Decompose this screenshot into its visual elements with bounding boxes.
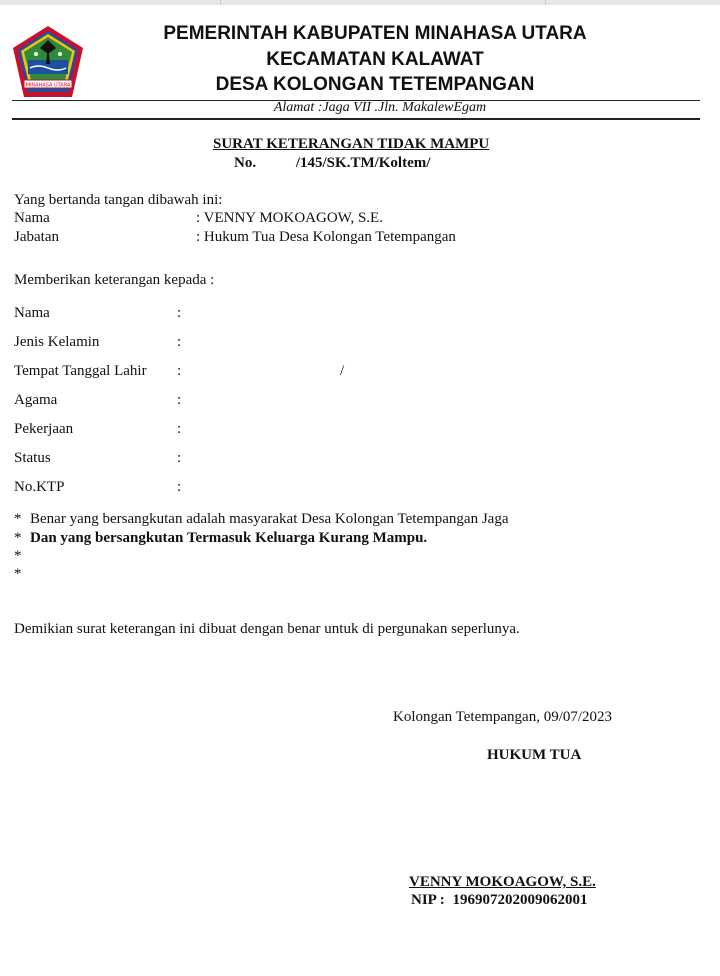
bullet-mark: *	[14, 566, 22, 582]
field-label: Tempat Tanggal Lahir	[14, 363, 147, 379]
birth-separator: /	[340, 363, 345, 379]
field-colon: :	[177, 305, 182, 321]
bullet-text: Dan yang bersangkutan Termasuk Keluarga Kurang Mampu.	[30, 530, 428, 546]
letter-title: SURAT KETERANGAN TIDAK MAMPU	[213, 136, 490, 152]
field-label: Nama	[14, 305, 50, 321]
bullet-mark: *	[14, 530, 22, 546]
letter-number-value: /145/SK.TM/Koltem/	[295, 155, 431, 171]
letter-number	[234, 155, 430, 172]
field-colon: :	[177, 334, 182, 350]
field-label: Status	[14, 450, 51, 466]
bullet-mark: *	[14, 548, 22, 564]
header-rule-thick	[12, 118, 700, 120]
closing-text: Demikian surat keterangan ini dibuat dengan benar untuk di pergunakan seperlunya.	[14, 621, 520, 637]
signer-name-signature: VENNY MOKOAGOW, S.E.	[409, 874, 596, 890]
field-colon: :	[177, 392, 182, 408]
top-bar-divider	[545, 0, 546, 5]
subject-intro: Memberikan keterangan kepada :	[14, 272, 215, 288]
signer-name-label: Nama	[14, 210, 50, 226]
field-colon: :	[177, 363, 182, 379]
field-label: Jenis Kelamin	[14, 334, 100, 350]
intro-text: Yang bertanda tangan dibawah ini:	[14, 192, 223, 208]
letter-number-label: No.	[234, 155, 257, 171]
header-government: PEMERINTAH KABUPATEN MINAHASA UTARA	[163, 23, 587, 44]
signer-position-label: Jabatan	[14, 229, 59, 245]
field-colon: :	[177, 450, 182, 466]
bullet-text: Benar yang bersangkutan adalah masyarakat Desa Kolongan Tetempangan Jaga	[30, 511, 509, 527]
field-label: Pekerjaan	[14, 421, 74, 437]
nip-value: 196907202009062001	[452, 892, 588, 908]
field-colon: :	[177, 479, 182, 495]
signer-name-value: : VENNY MOKOAGOW, S.E.	[196, 210, 383, 226]
nip	[411, 892, 588, 909]
signer-position-value: : Hukum Tua Desa Kolongan Tetempangan	[196, 229, 456, 245]
nip-label: NIP :	[411, 892, 445, 908]
header-district: KECAMATAN KALAWAT	[266, 49, 484, 70]
top-bar-divider	[220, 0, 221, 5]
regency-emblem-icon	[10, 24, 86, 100]
field-label: No.KTP	[14, 479, 65, 495]
top-bar	[0, 0, 720, 5]
field-colon: :	[177, 421, 182, 437]
field-label: Agama	[14, 392, 58, 408]
header-village: DESA KOLONGAN TETEMPANGAN	[215, 74, 535, 95]
header-address: Alamat :Jaga VII .Jln. MakalewEgam	[273, 100, 487, 115]
place-date: Kolongan Tetempangan, 09/07/2023	[393, 709, 613, 725]
bullet-mark: *	[14, 511, 22, 527]
signer-position-title: HUKUM TUA	[487, 747, 582, 763]
svg-text:MINAHASA UTARA: MINAHASA UTARA	[25, 82, 71, 89]
